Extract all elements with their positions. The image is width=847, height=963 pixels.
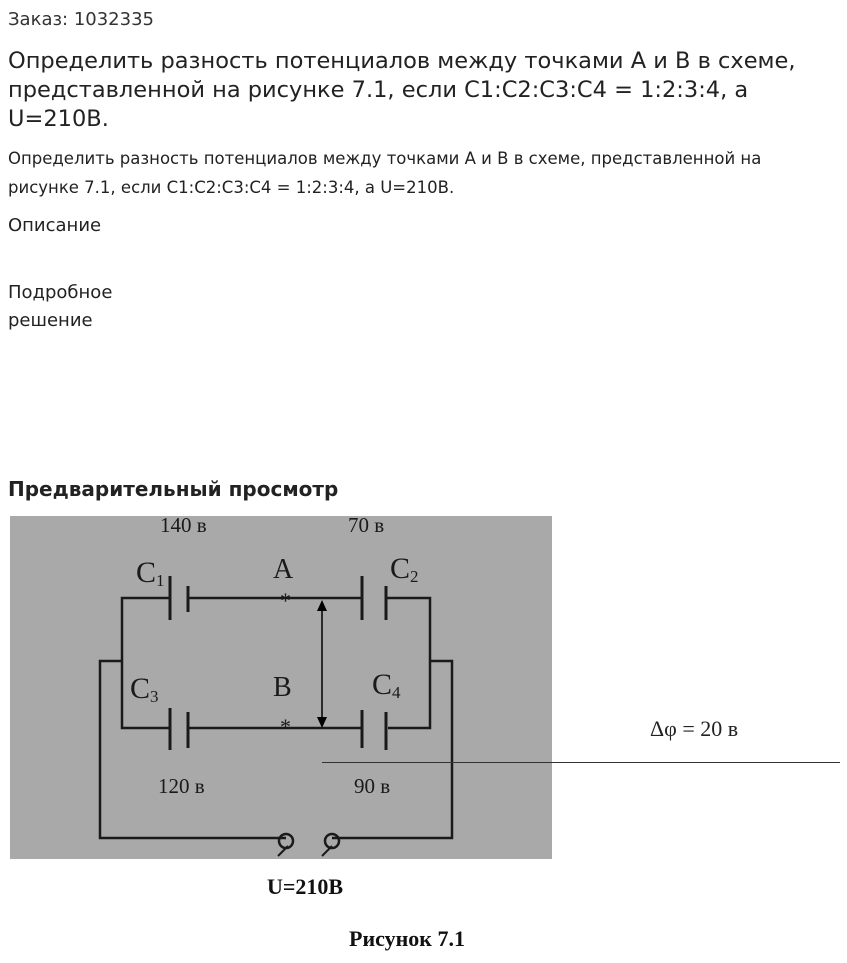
capacitor-c4-label: С4 — [372, 668, 401, 702]
point-a-label: А — [273, 554, 294, 585]
capacitor-plates — [170, 576, 386, 750]
capacitor-c3-label: С3 — [130, 672, 159, 706]
capacitor-c1-label: С1 — [136, 556, 165, 590]
annotation-line — [322, 762, 840, 763]
circuit-wires — [100, 598, 452, 838]
preview-heading: Предварительный просмотр — [8, 477, 339, 501]
capacitor-c2-label: С2 — [390, 552, 419, 586]
point-b-marker: * — [280, 714, 291, 739]
problem-description: Определить разность потенциалов между точками А и В в схеме, представленной на рисунке 7.1, если С1:С2:С3:С4 = 1:2:3:4, а U=210В. — [8, 149, 762, 197]
solution-label: Подробное решение — [8, 282, 113, 331]
potential-difference-result: Δφ = 20 в — [650, 716, 739, 741]
voltage-c1-label: 140 в — [160, 516, 207, 537]
description-label: Описание — [8, 215, 102, 236]
circuit-figure — [10, 516, 552, 859]
order-number: Заказ: 1032335 — [8, 9, 154, 30]
terminal-left — [279, 834, 293, 848]
supply-voltage-label: U=210В — [267, 874, 344, 899]
voltage-c4-label: 90 в — [354, 774, 391, 798]
page-title: Определить разность потенциалов между точками А и В в схеме, представленной на рисунке 7.1, если С1:С2:С3:С4 = 1:2:3:4, а U=210В. — [8, 48, 796, 132]
point-b-label: В — [273, 672, 292, 703]
voltage-c3-label: 120 в — [158, 774, 205, 798]
point-a-marker: * — [280, 588, 291, 613]
circuit-diagram — [10, 516, 552, 859]
terminal-right — [325, 834, 339, 848]
figure-caption: Рисунок 7.1 — [349, 926, 465, 951]
voltage-c2-label: 70 в — [348, 516, 385, 537]
